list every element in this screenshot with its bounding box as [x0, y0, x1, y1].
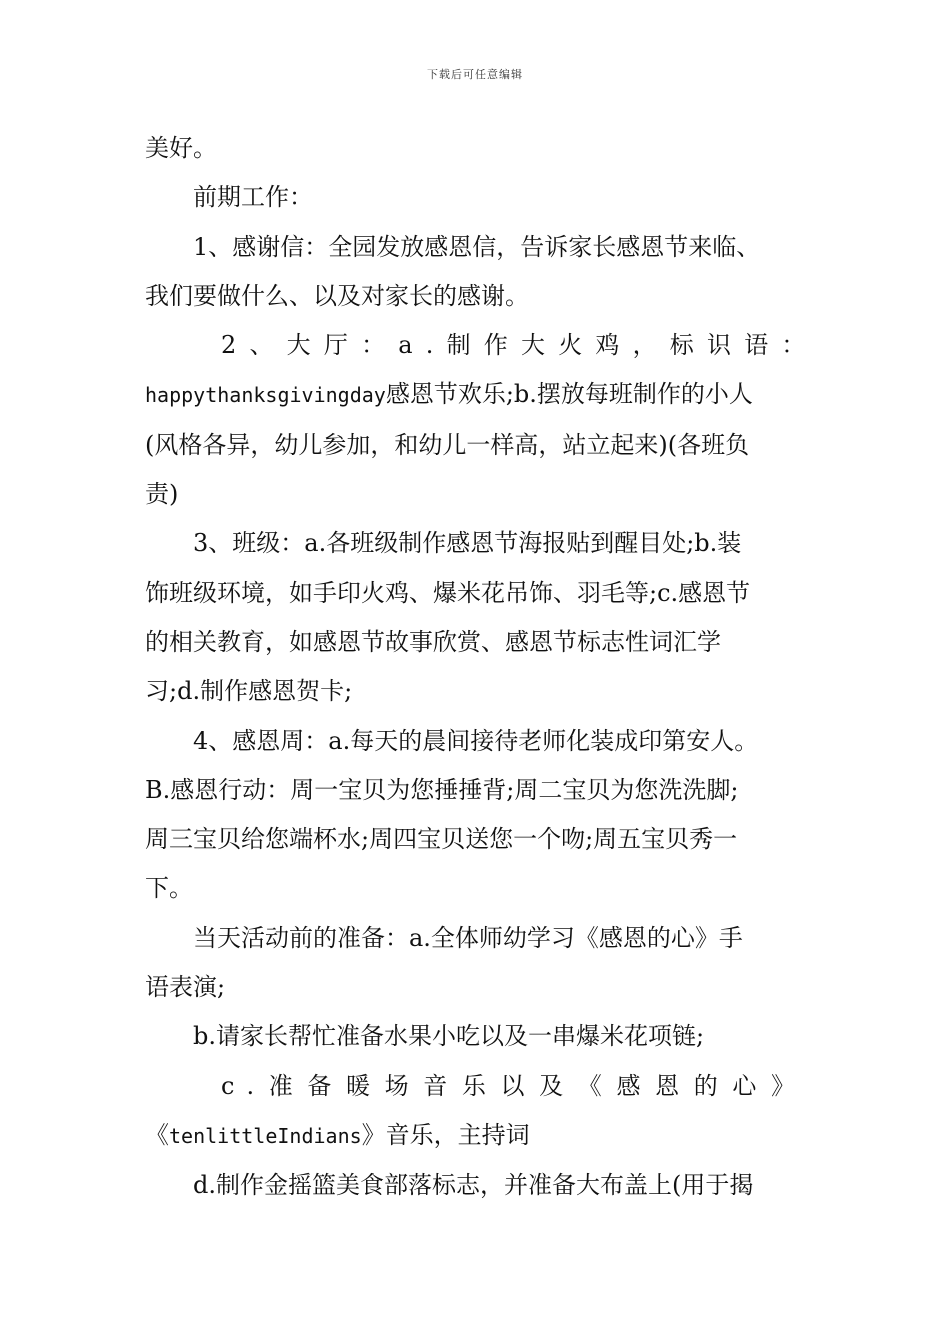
paragraph-6-line-3: 周三宝贝给您端杯水;周四宝贝送您一个吻;周五宝贝秀一 — [145, 825, 738, 854]
paragraph-6-line-2: B.感恩行动：周一宝贝为您捶捶背;周二宝贝为您洗洗脚; — [145, 775, 739, 804]
paragraph-10 — [145, 1161, 807, 1210]
paragraph-4-line-4: 责) — [145, 480, 179, 509]
paragraph-4 — [145, 321, 819, 519]
paragraph-4-line-3: (风格各异，幼儿参加，和幼儿一样高，站立起来)(各班负 — [145, 430, 750, 459]
paragraph-6-line-1: 4、感恩周：a.每天的晨间接待老师化装成印第安人。 — [193, 726, 759, 755]
paragraph-9-line-2-rest: 》音乐，主持词 — [361, 1120, 530, 1149]
paragraph-5-line-1: 3、班级：a.各班级制作感恩节海报贴到醒目处;b.装 — [193, 529, 742, 558]
paragraph-10-line: d.制作金摇篮美食部落标志，并准备大布盖上(用于揭 — [193, 1171, 754, 1200]
paragraph-2-line: 前期工作： — [193, 183, 313, 212]
paragraph-7-line-1: 当天活动前的准备：a.全体师幼学习《感恩的心》手 — [193, 923, 743, 952]
paragraph-2 — [145, 173, 807, 222]
paragraph-4-line-2 — [145, 370, 807, 420]
paragraph-7 — [145, 914, 807, 1013]
paragraph-9 — [145, 1062, 807, 1162]
paragraph-4-line-1: 2、大厅：a.制作大火鸡，标识语： — [221, 331, 819, 360]
paragraph-9-line-2 — [145, 1111, 807, 1161]
paragraph-5-line-3: 的相关教育，如感恩节故事欣赏、感恩节标志性词汇学 — [145, 627, 721, 656]
paragraph-6-line-4: 下。 — [145, 874, 193, 903]
paragraph-4-line-2-rest: 感恩节欢乐;b.摆放每班制作的小人 — [385, 380, 753, 409]
paragraph-3-line-2: 我们要做什么、以及对家长的感谢。 — [145, 281, 529, 310]
paragraph-5 — [145, 519, 807, 716]
paragraph-9-english-title: tenlittleIndians — [169, 1123, 362, 1148]
paragraph-9-open-quote: 《 — [145, 1120, 169, 1149]
page-header: 下载后可任意编辑 — [427, 68, 523, 81]
paragraph-9-line-1: c.准备暖场音乐以及《感恩的心》 — [221, 1071, 807, 1100]
document-body — [145, 124, 819, 1211]
paragraph-3 — [145, 223, 807, 322]
paragraph-1 — [145, 124, 807, 173]
paragraph-8-line: b.请家长帮忙准备水果小吃以及一串爆米花项链; — [193, 1022, 705, 1051]
paragraph-6 — [145, 717, 807, 914]
paragraph-4-english-phrase: happythanksgivingday — [145, 383, 386, 408]
paragraph-3-line-1: 1、感谢信：全园发放感恩信，告诉家长感恩节来临、 — [193, 232, 761, 261]
paragraph-1-line: 美好。 — [145, 134, 217, 162]
paragraph-5-line-2: 饰班级环境，如手印火鸡、爆米花吊饰、羽毛等;c.感恩节 — [145, 578, 751, 607]
paragraph-7-line-2: 语表演; — [145, 973, 226, 1002]
paragraph-8 — [145, 1012, 807, 1061]
paragraph-5-line-4: 习;d.制作感恩贺卡; — [145, 677, 353, 706]
